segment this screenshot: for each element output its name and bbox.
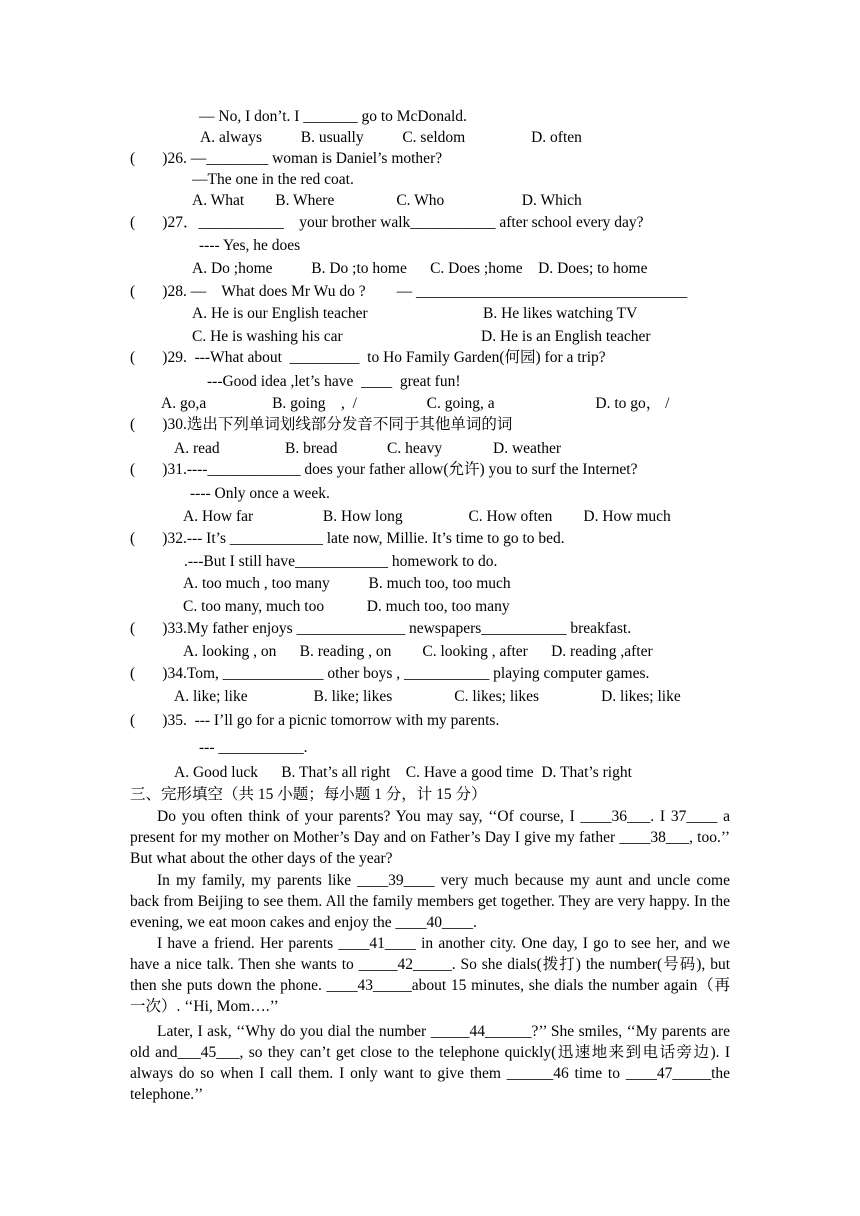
q28-option-c: C. He is washing his car [192,328,343,345]
q35-response: --- ___________. [199,739,308,756]
q27-options: A. Do ;home B. Do ;to home C. Does ;home D. Does; to home [192,260,648,277]
q32-response: .---But I still have____________ homework to do. [184,553,498,570]
q25-options: A. always B. usually C. seldom D. often [200,129,582,146]
q30-option-d: D. weather [493,440,561,457]
q31-options: A. How far B. How long C. How often D. How much [183,508,671,525]
q26-stem: ( )26. —________ woman is Daniel’s mother? [130,150,443,167]
q29-options: A. go,a B. going , / C. going, a D. to go， / [161,395,670,412]
q29-stem: ( )29. ---What about _________ to Ho Family Garden(何园) for a trip? [130,349,606,366]
q28-option-b: B. He likes watching TV [483,305,638,322]
q31-response: ---- Only once a week. [190,485,330,502]
q30-stem: ( )30.选出下列单词划线部分发音不同于其他单词的词 [130,416,513,433]
q28-option-a: A. He is our English teacher [192,305,368,322]
q35-stem: ( )35. --- I’ll go for a picnic tomorrow with my parents. [130,712,500,729]
q28-option-d: D. He is an English teacher [481,328,651,345]
q29-response: ---Good idea ,let’s have ____ great fun! [207,373,461,390]
q30-option-c: C. heavy [387,440,443,457]
q32-options-ab: A. too much , too many B. much too, too much [183,575,511,592]
cloze-paragraph-4: Later, I ask, ‘‘Why do you dial the number _____44______?’’ She smiles, ‘‘My parents are old and___45___, so they can’t get close to the telephone quickly(迅速地来到电话旁边). I always do so when I call them. I only want to give them ______46 time to ____47_____the telephone.’’ [130,1023,730,1103]
cloze-paragraph-1: Do you often think of your parents? You may say, ‘‘Of course, I ____36___. I 37____ a present for my mother on Mother’s Day and on Father’s Day I give my father ____38___, too.’’ But what about the other days of the year? [130,808,730,867]
q32-options-cd: C. too many, much too D. much too, too many [183,598,510,615]
q32-stem: ( )32.--- It’s ____________ late now, Millie. It’s time to go to bed. [130,530,565,547]
q28-stem: ( )28. — What does Mr Wu do ? — ___________________________________ [130,283,688,300]
q30-option-b: B. bread [285,440,338,457]
q31-stem: ( )31.----____________ does your father allow(允许) you to surf the Internet? [130,461,638,478]
q30-option-a: A. read [174,440,220,457]
q34-options: A. like; like B. like; likes C. likes; likes D. likes; like [174,688,681,705]
q34-stem: ( )34.Tom, _____________ other boys , ___________ playing computer games. [130,665,650,682]
q33-stem: ( )33.My father enjoys ______________ newspapers___________ breakfast. [130,620,632,637]
q33-options: A. looking , on B. reading , on C. looking , after D. reading ,after [183,643,653,660]
q26-response: —The one in the red coat. [192,171,354,188]
q25-answer-line: — No, I don’t. I _______ go to McDonald. [199,108,467,125]
cloze-paragraph-3: I have a friend. Her parents ____41____ in another city. One day, I go to see her, and we have a nice talk. Then she wants to _____42_____. So she dials(拨打) the number(号码), but then she puts down the phone. ____43_____about 15 minutes, she dials the number again（再一次）. ‘‘Hi, Mom….’’ [130,935,730,1015]
section-three-heading: 三、完形填空（共 15 小题；每小题 1 分，计 15 分） [130,786,487,803]
cloze-paragraph-2: In my family, my parents like ____39____ very much because my aunt and uncle come back from Beijing to see them. All the family members get together. They are very happy. In the evening, we eat moon cakes and enjoy the ____40____. [130,872,730,931]
q27-stem: ( )27．___________ your brother walk___________ after school every day? [130,214,644,231]
q26-options: A. What B. Where C. Who D. Which [192,192,582,209]
q35-options: A. Good luck B. That’s all right C. Have a good time D. That’s right [174,764,632,781]
q27-response: ---- Yes, he does [199,237,301,254]
